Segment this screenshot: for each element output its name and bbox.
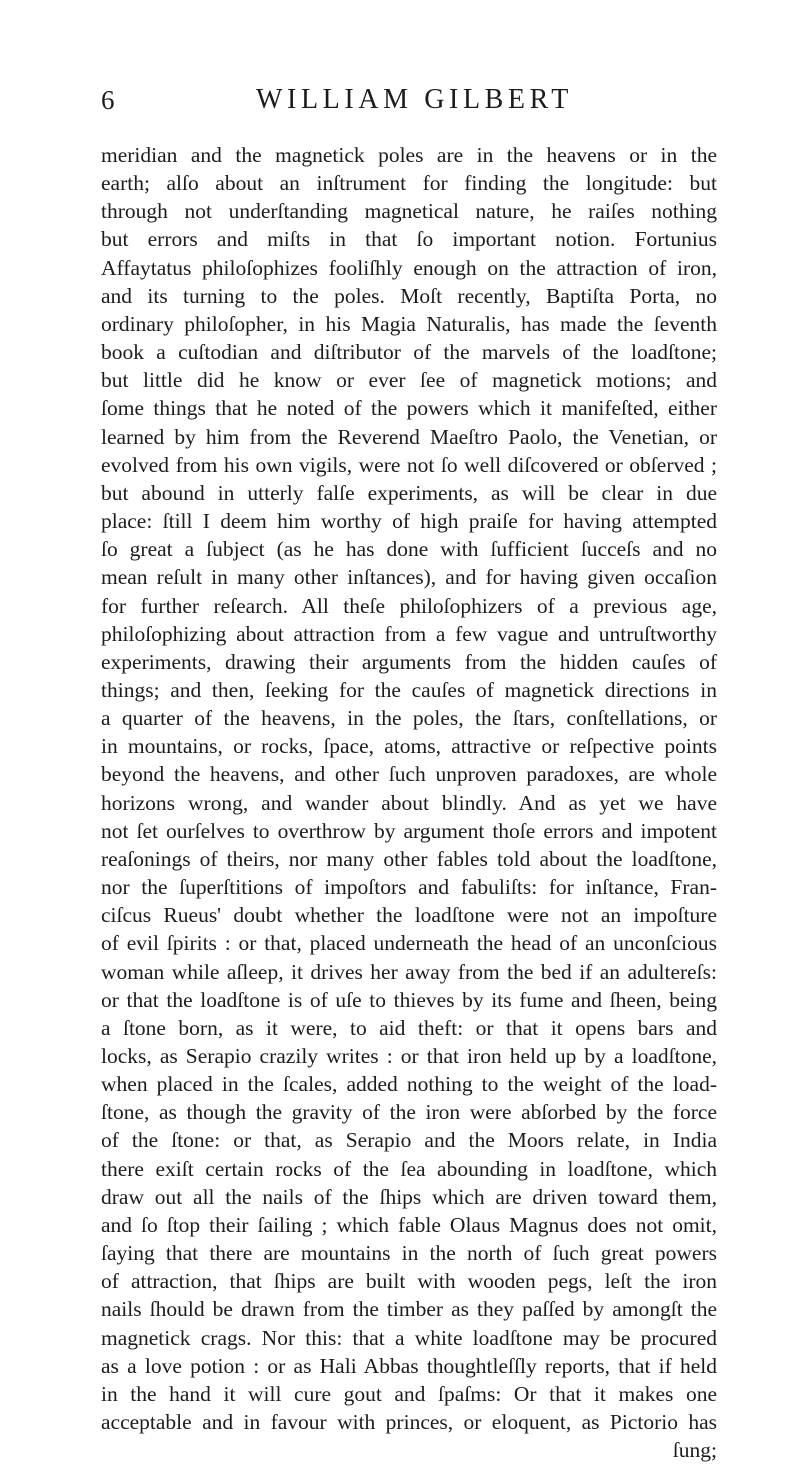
text-line: and its turning to the poles. Moſt recently, Baptiſta Porta, no bbox=[101, 283, 717, 308]
text-line: ſaying that there are mountains in the north of ſuch great powers bbox=[101, 1241, 717, 1266]
text-line: magnetick crags. Nor this: that a white loadſtone may be procured bbox=[101, 1325, 717, 1350]
text-line: place: ſtill I deem him worthy of high praiſe for having attempted bbox=[101, 509, 717, 534]
text-line: of evil ſpirits : or that, placed underneath the head of an unconſcious bbox=[101, 931, 717, 956]
text-line: experiments, drawing their arguments from the hidden cauſes of bbox=[101, 649, 717, 674]
text-line: ciſcus Rueus' doubt whether the loadſtone were not an impoſture bbox=[101, 903, 717, 928]
text-line: ordinary philoſopher, in his Magia Naturalis, has made the ſeventh bbox=[101, 311, 717, 336]
page-number: 6 bbox=[101, 85, 116, 115]
text-line: earth; alſo about an inſtrument for finding the longitude: but bbox=[101, 171, 717, 196]
text-line: but little did he know or ever ſee of magnetick motions; and bbox=[101, 368, 717, 393]
text-line: evolved from his own vigils, were not ſo well diſcovered or obſerved ; bbox=[101, 452, 717, 477]
text-line: meridian and the magnetick poles are in the heavens or in the bbox=[101, 143, 717, 167]
text-line: or that the loadſtone is of uſe to thieves by its fume and ſheen, being bbox=[101, 987, 717, 1012]
running-title: WILLIAM GILBERT bbox=[256, 84, 573, 115]
text-line: ſtone, as though the gravity of the iron were abſorbed by the force bbox=[101, 1100, 717, 1125]
text-line: there exiſt certain rocks of the ſea abounding in loadſtone, which bbox=[101, 1156, 717, 1181]
text-line: not ſet ourſelves to overthrow by argument thoſe errors and impotent bbox=[101, 818, 717, 843]
text-line: Affaytatus philoſophizes fooliſhly enough on the attraction of iron, bbox=[101, 255, 717, 280]
text-line: a ſtone born, as it were, to aid theft: or that it opens bars and bbox=[101, 1015, 717, 1040]
text-line: as a love potion : or as Hali Abbas thoughtleſſly reports, that if held bbox=[101, 1353, 717, 1378]
text-line-catchword: ſung; bbox=[672, 1438, 717, 1463]
text-line: and ſo ſtop their ſailing ; which fable Olaus Magnus does not omit, bbox=[101, 1212, 717, 1237]
text-line: nails ſhould be drawn from the timber as they paſſed by amongſt the bbox=[101, 1297, 717, 1322]
text-line: beyond the heavens, and other ſuch unproven paradoxes, are whole bbox=[101, 762, 717, 787]
text-line: philoſophizing about attraction from a few vague and untruſtworthy bbox=[101, 621, 717, 646]
text-line: when placed in the ſcales, added nothing to the weight of the load- bbox=[101, 1072, 717, 1097]
text-line: acceptable and in favour with princes, or eloquent, as Pictorio has bbox=[101, 1410, 717, 1435]
body-text bbox=[101, 141, 717, 1464]
text-line: locks, as Serapio crazily writes : or that iron held up by a loadſtone, bbox=[101, 1044, 717, 1068]
text-line: draw out all the nails of the ſhips which are driven toward them, bbox=[101, 1184, 717, 1209]
text-line: in mountains, or rocks, ſpace, atoms, attractive or reſpective points bbox=[101, 734, 717, 759]
text-line: a quarter of the heavens, in the poles, the ſtars, conſtellations, or bbox=[101, 706, 717, 731]
text-line: learned by him from the Reverend Maeſtro Paolo, the Venetian, or bbox=[101, 424, 717, 449]
text-line: through not underſtanding magnetical nature, he raiſes nothing bbox=[101, 199, 717, 224]
text-line: of the ſtone: or that, as Serapio and the Moors relate, in India bbox=[101, 1128, 717, 1153]
text-line: but errors and miſts in that ſo important notion. Fortunius bbox=[101, 227, 717, 252]
text-line: book a cuſtodian and diſtributor of the marvels of the loadſtone; bbox=[101, 340, 717, 365]
text-line: of attraction, that ſhips are built with wooden pegs, leſt the iron bbox=[101, 1269, 717, 1294]
text-line: mean reſult in many other inſtances), and for having given occaſion bbox=[101, 565, 717, 590]
text-line: but abound in utterly falſe experiments, as will be clear in due bbox=[101, 480, 717, 505]
text-line: reaſonings of theirs, nor many other fables told about the loadſtone, bbox=[101, 846, 717, 871]
text-line: things; and then, ſeeking for the cauſes of magnetick directions in bbox=[101, 677, 717, 702]
text-line: ſo great a ſubject (as he has done with ſufficient ſucceſs and no bbox=[101, 537, 717, 562]
text-line: horizons wrong, and wander about blindly. And as yet we have bbox=[101, 790, 717, 815]
text-line: nor the ſuperſtitions of impoſtors and fabuliſts: for inſtance, Fran- bbox=[101, 875, 717, 900]
text-line: in the hand it will cure gout and ſpaſms: Or that it makes one bbox=[101, 1381, 717, 1406]
page-header bbox=[0, 80, 800, 120]
text-line: woman while aſleep, it drives her away from the bed if an adultereſs: bbox=[101, 959, 717, 984]
text-line: ſome things that he noted of the powers which it manifeſted, either bbox=[101, 396, 717, 421]
text-line: for further reſearch. All theſe philoſophizers of a previous age, bbox=[101, 593, 717, 618]
